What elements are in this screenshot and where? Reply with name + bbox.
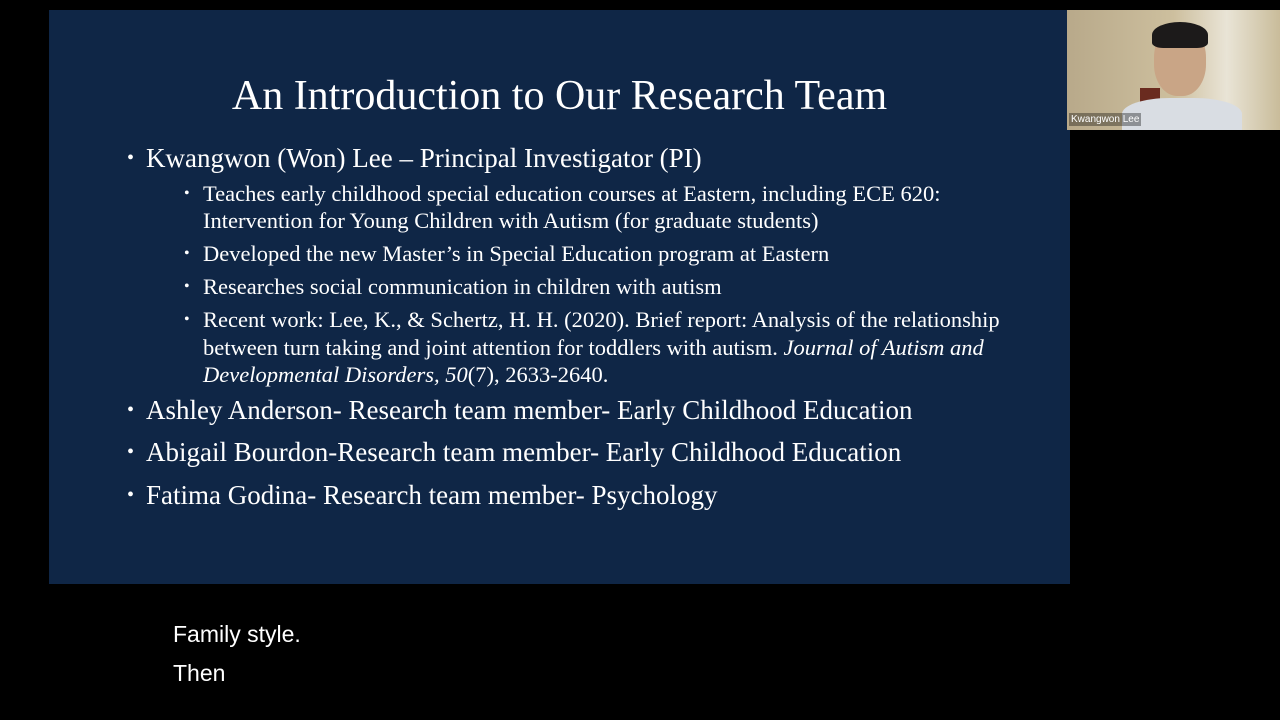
citation-text: Recent work: Lee, K., & Schertz, H. H. (2020). Brief report: Analysis of the relationship between turn taking and joint attention for toddlers with autism. bbox=[203, 307, 1000, 360]
slide-bullets bbox=[127, 142, 1047, 521]
sub-bullet: • Developed the new Master’s in Special Education program at Eastern bbox=[184, 240, 1047, 268]
bullet-text: Kwangwon (Won) Lee – Principal Investigator (PI) bbox=[146, 143, 702, 173]
live-captions bbox=[173, 615, 301, 693]
sub-bullet-recent-work bbox=[184, 306, 1047, 389]
pi-sub-bullets bbox=[146, 180, 1047, 389]
bullet-member: • Ashley Anderson- Research team member- Early Childhood Education bbox=[127, 394, 1047, 426]
slide-title: An Introduction to Our Research Team bbox=[231, 73, 888, 119]
participant-hair bbox=[1152, 22, 1208, 48]
bullet-member: • Abigail Bourdon-Research team member- Early Childhood Education bbox=[127, 436, 1047, 468]
participant-name-label: Kwangwon Lee bbox=[1071, 114, 1140, 125]
bullet-pi bbox=[127, 142, 1047, 389]
participant-video-tile[interactable] bbox=[1067, 10, 1280, 130]
sub-bullet: • Teaches early childhood special education courses at Eastern, including ECE 620: Intervention for Young Children with Autism (for graduate students) bbox=[184, 180, 1047, 235]
sub-bullet: • Researches social communication in children with autism bbox=[184, 273, 1047, 301]
caption-line: Family style. bbox=[173, 621, 301, 647]
bullet-member: • Fatima Godina- Research team member- Psychology bbox=[127, 479, 1047, 511]
citation-pages: (7), 2633-2640. bbox=[467, 362, 609, 387]
presentation-slide bbox=[49, 10, 1070, 584]
caption-line: Then bbox=[173, 660, 226, 686]
citation-journal: Journal of Autism and Developmental Disorders, 50 bbox=[203, 334, 984, 387]
